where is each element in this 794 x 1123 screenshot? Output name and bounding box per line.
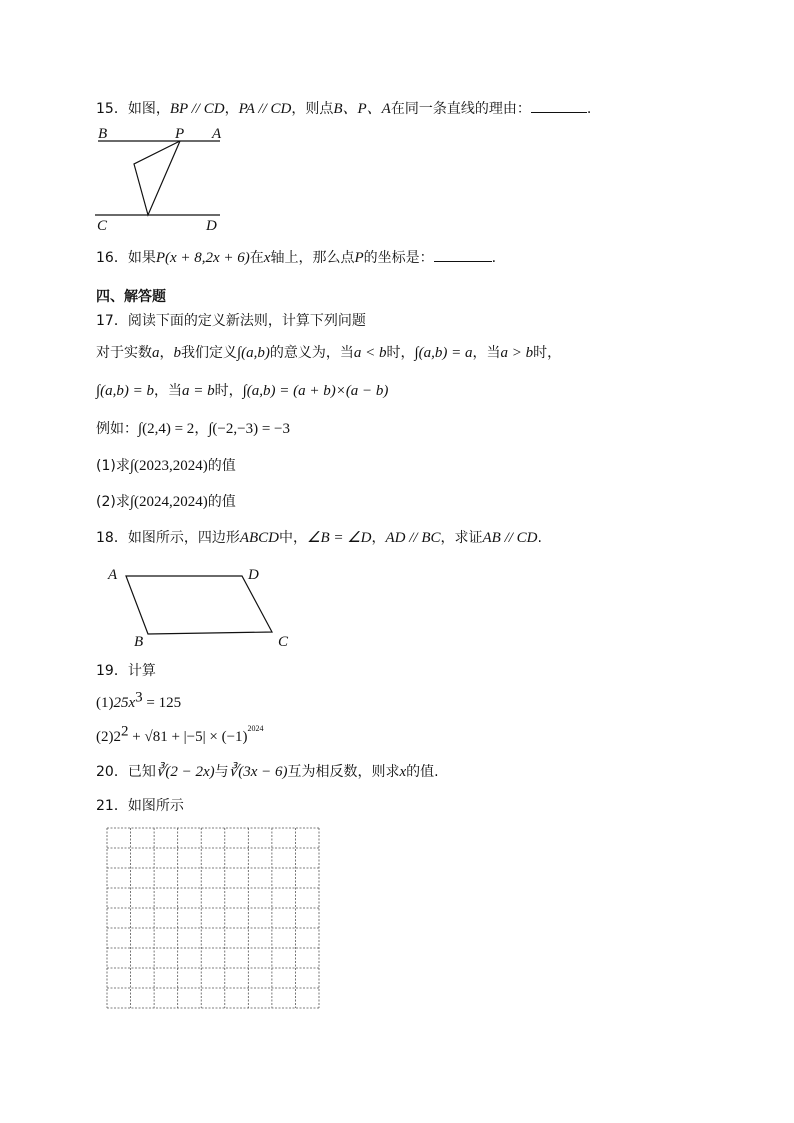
section4-title: 四、解答题: [96, 289, 166, 305]
q19-part1-lhs: 25x: [113, 695, 136, 711]
q18-parallelogram: [126, 576, 272, 634]
q17-result-lt: ∫(a,b) = a: [414, 345, 473, 361]
q20-text2: 与: [214, 764, 229, 780]
q17-def-text3: 我们定义: [181, 345, 237, 361]
q17-def-text2: ，: [159, 345, 174, 361]
q15-bp-cd: BP // CD: [169, 101, 225, 117]
q18-ab-cd: AB // CD: [482, 530, 538, 546]
q21-grid: [106, 827, 320, 1009]
q17-example-sep: ，: [194, 421, 209, 437]
q18-text1: 如图所示，四边形: [127, 530, 240, 546]
q17-def-text7: 时，: [533, 345, 562, 361]
q20-text3: 互为相反数，则求: [287, 764, 400, 780]
q19-title: 计算: [127, 663, 156, 679]
q18-text4: ，求证: [440, 530, 483, 546]
q17-def-text5: 时，: [386, 345, 415, 361]
q17-cond-lt: a < b: [353, 345, 387, 361]
q21-title: 如图所示: [127, 798, 184, 814]
q17-example-line: [96, 419, 290, 439]
q17-def-text1: 对于实数: [96, 345, 152, 361]
q17-def-text4: 的意义为，当: [269, 345, 354, 361]
q15-sep2: ，则点: [291, 101, 334, 117]
q19-part1-num: (1): [96, 695, 114, 711]
q19-part2-num: (2): [96, 729, 114, 745]
q19-number: 19．: [96, 663, 128, 679]
q18-label-c: C: [278, 634, 289, 650]
q21-number: 21．: [96, 798, 128, 814]
q17-example-label: 例如：: [96, 421, 138, 437]
q15-label-b: B: [98, 126, 108, 142]
q15-figure: [90, 124, 230, 234]
q20-var-x: x: [399, 764, 407, 780]
q17-intro: 阅读下面的定义新法则，计算下列问题: [127, 313, 366, 329]
q19-part1-rhs: = 125: [142, 695, 182, 711]
q17-cond-eq: a = b: [181, 383, 215, 399]
q16-number: 16．: [96, 250, 128, 266]
q20-number: 20．: [96, 764, 128, 780]
q17-def-line2: [96, 381, 388, 401]
q19-part2-rest: + √81 + |−5| × (−1): [128, 729, 248, 745]
q16-lead: 如果: [127, 250, 156, 266]
q15-answer-blank[interactable]: [531, 98, 587, 113]
q16-p: P: [354, 250, 364, 266]
q17-result-eq: ∫(a,b) = (a + b)×(a − b): [242, 383, 389, 399]
q17-part2-expr: ∫(2024,2024): [129, 494, 208, 510]
q17-part1-num: (1)求: [96, 458, 130, 474]
q18-label-b: B: [134, 634, 144, 650]
q17-var-a: a: [152, 345, 160, 361]
q17-example2: ∫(−2,−3) = −3: [208, 421, 290, 437]
q15-label-c: C: [97, 218, 108, 234]
q17-def-text6: ，当: [472, 345, 501, 361]
q15-label-p: P: [175, 126, 185, 142]
q15-pa-cd: PA // CD: [238, 101, 292, 117]
q18-text3: ，: [371, 530, 386, 546]
q20-text1: 已知: [127, 764, 156, 780]
q17-result-gt: ∫(a,b) = b: [96, 383, 154, 399]
q15-end: .: [586, 101, 592, 117]
q20-root2: ∛(3x − 6): [228, 764, 288, 780]
q15-label-a: A: [212, 126, 222, 142]
q20-root1: ∛(2 − 2x): [155, 764, 215, 780]
q17-def-line1: [96, 343, 561, 363]
q16-end: .: [491, 250, 497, 266]
q17-def2-text2: 时，: [214, 383, 243, 399]
q17-number: 17．: [96, 313, 128, 329]
q17-part1: [96, 456, 236, 476]
q17-intro-line: [96, 311, 366, 331]
q17-def-f1: ∫(a,b): [237, 345, 270, 361]
q19-part2-base: 2: [113, 729, 121, 745]
q17-part1-tail: 的值: [207, 458, 236, 474]
q17-part1-expr: ∫(2023,2024): [129, 458, 208, 474]
q15-lead: 如图，: [127, 101, 170, 117]
q16-mid2: 轴上，那么点: [270, 250, 355, 266]
q16-answer-blank[interactable]: [434, 247, 492, 262]
q16-axis-var: x: [263, 250, 271, 266]
q18-abcd: ABCD: [239, 530, 279, 546]
q18-figure: [100, 562, 300, 652]
q15-points: B、P、A: [333, 101, 391, 117]
q15-number: 15．: [96, 101, 128, 117]
q16-mid: 在: [249, 250, 264, 266]
q19-part1-exp: 3: [135, 689, 143, 706]
q15-label-d: D: [206, 218, 217, 234]
q19-part2-exp2: 2024: [247, 724, 264, 734]
q19-part2-exp: 2: [121, 723, 129, 740]
q17-def2-text1: ，当: [153, 383, 182, 399]
q19-title-line: [96, 661, 156, 681]
q17-part2-tail: 的值: [207, 494, 236, 510]
q18-line: [96, 528, 542, 548]
q18-text2: 中，: [279, 530, 307, 546]
q16-line: [96, 247, 496, 268]
q20-text4: 的值.: [406, 764, 439, 780]
q20-line: [96, 762, 439, 782]
q18-label-a: A: [108, 567, 118, 583]
q17-part2-num: (2)求: [96, 494, 130, 510]
q17-var-b: b: [173, 345, 181, 361]
q16-tail: 的坐标是：: [363, 250, 434, 266]
q15-triangle: [134, 141, 180, 215]
q15-line: [96, 98, 591, 119]
q18-number: 18．: [96, 530, 128, 546]
q15-sep1: ，: [224, 101, 239, 117]
q17-example1: ∫(2,4) = 2: [138, 421, 195, 437]
q19-part1: [96, 689, 182, 713]
q18-ad-bc: AD // BC: [385, 530, 441, 546]
q15-tail: 在同一条直线的理由：: [390, 101, 531, 117]
q17-part2: [96, 492, 236, 512]
q17-cond-gt: a > b: [500, 345, 534, 361]
q18-end: .: [537, 530, 542, 546]
q21-title-line: [96, 796, 184, 816]
q18-angles: ∠B = ∠D: [307, 530, 372, 546]
q18-label-d: D: [248, 567, 259, 583]
q16-point: P(x + 8,2x + 6): [155, 250, 250, 266]
q19-part2: [96, 723, 264, 747]
